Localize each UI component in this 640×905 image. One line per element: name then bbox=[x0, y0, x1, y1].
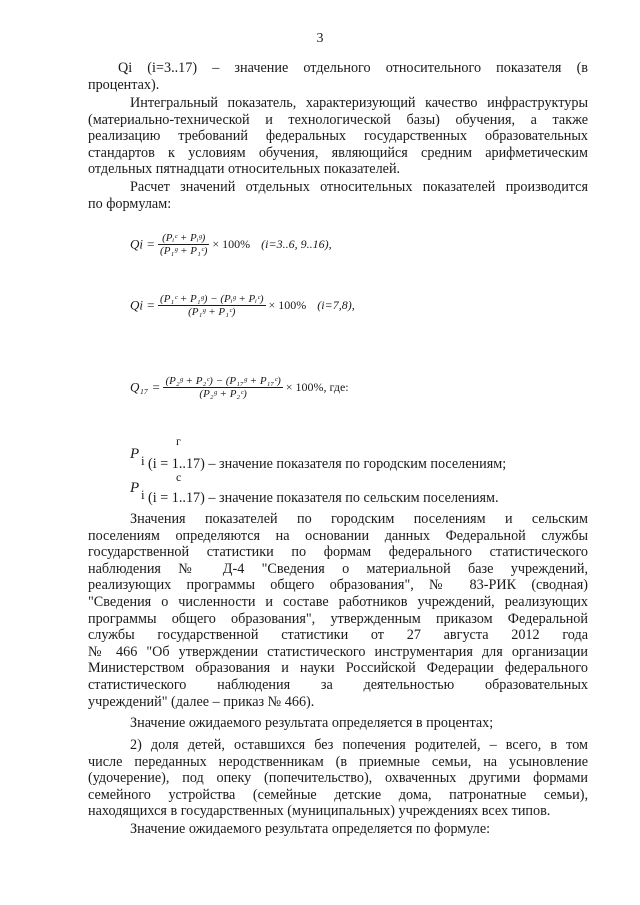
text-line: Расчет значений отдельных относительных показателей производится bbox=[130, 179, 588, 195]
text-line: статистического наблюдения за деятельностью образовательных bbox=[88, 676, 588, 693]
text-line: Министерством образования и науки Российской Федерации федерального bbox=[88, 660, 588, 677]
text-line: учреждений" (далее – приказ № 466). bbox=[88, 693, 315, 710]
text-line: Значения показателей по городским поселениям и сельским bbox=[130, 511, 588, 527]
paragraph-expected-result-percent bbox=[88, 715, 588, 732]
text-line: № 466 "Об утверждении статистического инструментария для организации bbox=[88, 643, 588, 660]
formula-lhs: Qi = bbox=[130, 297, 156, 313]
formula-lhs: Q₁₇ = bbox=[130, 379, 161, 395]
formula-q17 bbox=[130, 375, 349, 400]
paragraph-children-share bbox=[88, 737, 588, 820]
formula-qi-7-8 bbox=[130, 293, 355, 318]
formula-qi-3-16 bbox=[130, 232, 332, 257]
text-line: поселениям определяются на основании данных Федеральной службы bbox=[88, 527, 588, 544]
subscript-i: i bbox=[141, 453, 145, 468]
text-line: отдельных пятнадцати относительных показателей. bbox=[88, 161, 401, 178]
text-line: службы государственной статистики от 27 августа 2012 года bbox=[88, 627, 588, 644]
superscript-s: с bbox=[176, 470, 182, 484]
formula-fraction bbox=[158, 232, 209, 257]
symbol-p: P bbox=[130, 480, 140, 496]
formula-multiplier: × 100% bbox=[212, 237, 251, 251]
text-line: (удочерение), под опеку (попечительство), охваченных другими формами bbox=[88, 770, 588, 787]
formula-denominator: (P₂ᵍ + P₂ᶜ) bbox=[199, 388, 247, 400]
paragraph-data-sources bbox=[88, 511, 588, 710]
paragraph-calculation-intro bbox=[88, 179, 588, 212]
text-line: Интегральный показатель, характеризующий качество инфраструктуры bbox=[130, 95, 588, 111]
symbol-p: P bbox=[130, 446, 140, 462]
formula-denominator: (P₁ᵍ + P₁ᶜ) bbox=[160, 245, 208, 257]
formula-fraction bbox=[163, 375, 282, 400]
text-line: реализующих программы общего образования", № 83-РИК (сводная) bbox=[88, 577, 588, 594]
text-line: стандартов к условиям обучения, являющийся средним арифметическим bbox=[88, 144, 588, 161]
paragraph-qi-definition bbox=[88, 60, 588, 93]
formula-numerator: (Pᵢᶜ + Pᵢᵍ) bbox=[158, 232, 209, 245]
text-line: числе переданных неродственникам (в приемные семьи, на усыновление bbox=[88, 753, 588, 770]
definition-text: (i = 1..17) – значение показателя по городским поселениям; bbox=[148, 456, 507, 472]
paragraph-integral-indicator bbox=[88, 95, 588, 178]
formula-denominator: (P₁ᵍ + P₁ᶜ) bbox=[188, 306, 236, 318]
text-line: находящихся в государственных (муниципальных) учреждениях всех типов. bbox=[88, 803, 551, 820]
text-line: Значение ожидаемого результата определяется в процентах; bbox=[130, 715, 494, 731]
text-line: по формулам: bbox=[88, 195, 172, 212]
formula-lhs: Qi = bbox=[130, 236, 156, 252]
text-line: Qi (i=3..17) – значение отдельного относительного показателя (в bbox=[118, 60, 588, 76]
formula-condition: (i=3..6, 9..16), bbox=[261, 237, 332, 251]
text-line: процентах). bbox=[88, 76, 160, 93]
formula-numerator: (P₁ᶜ + P₁ᵍ) − (Pᵢᵍ + Pᵢᶜ) bbox=[160, 293, 264, 305]
paragraph-expected-result-formula bbox=[88, 821, 588, 838]
text-line: программы общего образования", утвержденным приказом Федеральной bbox=[88, 610, 588, 627]
formula-multiplier: × 100% bbox=[268, 298, 307, 312]
subscript-i: i bbox=[141, 487, 145, 502]
formula-condition: (i=7,8), bbox=[317, 298, 355, 312]
text-line: государственной статистики по формам федерального статистического bbox=[88, 544, 588, 561]
text-line: семейного устройства (семейные детские дома, патронатные семьи), bbox=[88, 786, 588, 803]
text-line: "Сведения о численности и составе работников учреждений, реализующих bbox=[88, 593, 588, 610]
formula-multiplier: × 100%, где: bbox=[285, 380, 349, 394]
superscript-g: г bbox=[176, 434, 181, 448]
page-number: 3 bbox=[316, 31, 324, 46]
text-line: (материально-технической и технологической базы) обучения, а также bbox=[88, 111, 588, 128]
text-line: Значение ожидаемого результата определяется по формуле: bbox=[130, 821, 491, 837]
formula-numerator: (P₂ᵍ + P₂ᶜ) − (P₁₇ᵍ + P₁₇ᶜ) bbox=[165, 375, 281, 387]
text-line: реализацию требований федеральных государственных образовательных bbox=[88, 128, 588, 145]
definition-text: (i = 1..17) – значение показателя по сельским поселениям. bbox=[148, 490, 499, 506]
text-line: 2) доля детей, оставшихся без попечения родителей, – всего, в том bbox=[130, 737, 588, 753]
text-line: наблюдения № Д-4 "Сведения о материальной базе учреждений, bbox=[88, 560, 588, 577]
formula-fraction bbox=[158, 293, 266, 318]
